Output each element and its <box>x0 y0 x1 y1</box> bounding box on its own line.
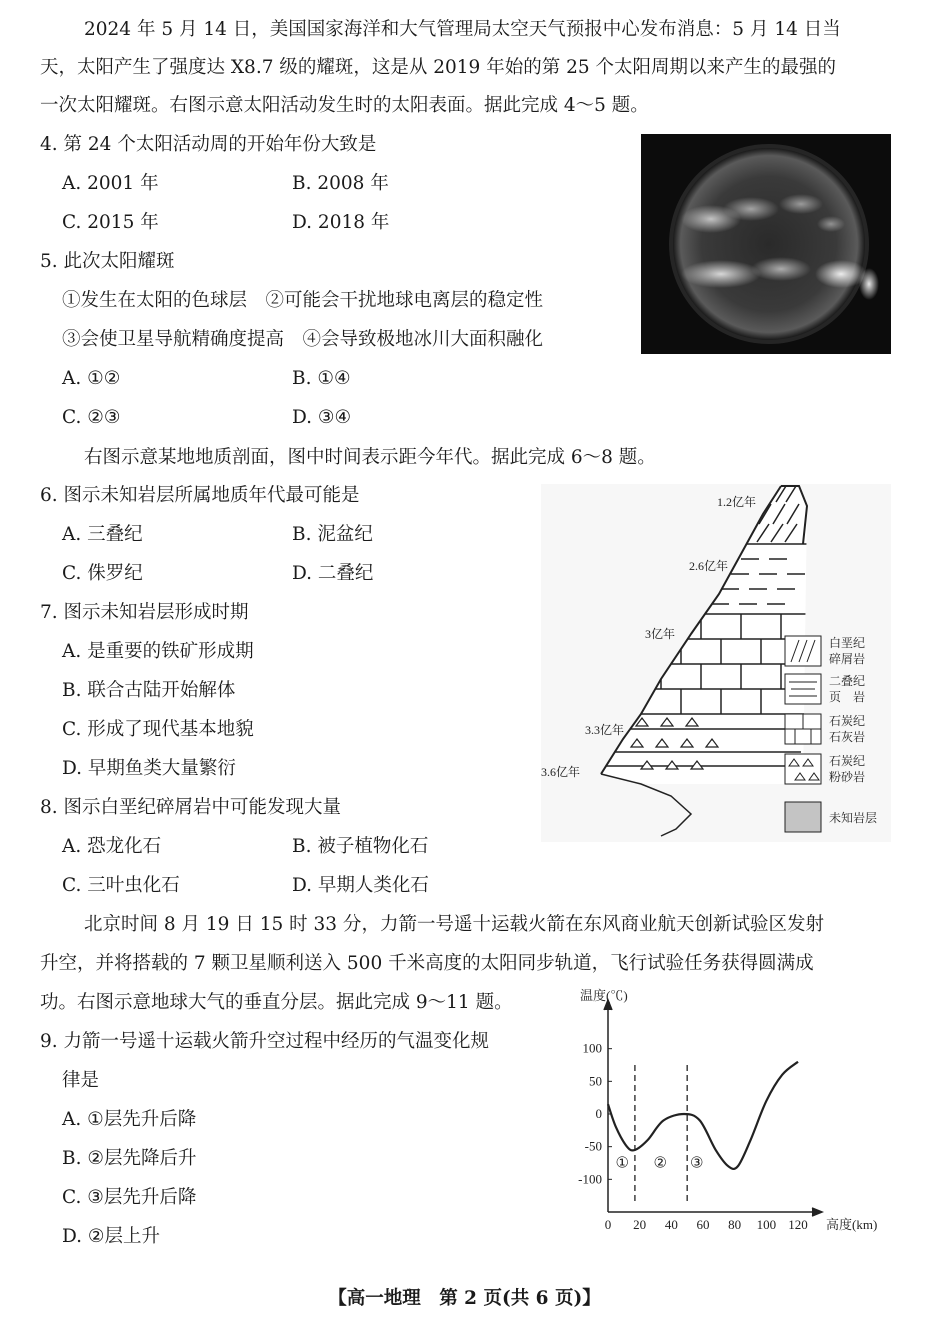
q6-option-c: C. 侏罗纪 <box>62 563 143 584</box>
legend-1-l1: 白垩纪 <box>829 636 866 650</box>
x-tick-label: 20 <box>633 1217 647 1232</box>
legend-3-l1: 石炭纪 <box>829 714 866 728</box>
q7-option-b: B. 联合古陆开始解体 <box>62 680 236 701</box>
q5-statements-1: ①发生在太阳的色球层 ②可能会干扰地球电离层的稳定性 <box>62 290 544 311</box>
q7-option-a: A. 是重要的铁矿形成期 <box>62 641 254 662</box>
q9-option-b: B. ②层先降后升 <box>62 1148 197 1169</box>
q7-option-c: C. 形成了现代基本地貌 <box>62 719 254 740</box>
age-label-5: 3.6亿年 <box>541 765 581 779</box>
chart-ylabel: 温度(℃) <box>580 988 628 1003</box>
intro3-line1: 北京时间 8 月 19 日 15 时 33 分，力箭一号遥十运载火箭在东风商业航天创新试验区发射 <box>84 914 824 935</box>
intro1-line3: 一次太阳耀斑。右图示意太阳活动发生时的太阳表面。据此完成 4～5 题。 <box>40 95 649 116</box>
legend-2-l1: 二叠纪 <box>829 674 866 688</box>
sun-surface-image <box>641 134 891 354</box>
legend-5-l1: 未知岩层 <box>829 811 878 825</box>
q4-option-c: C. 2015 年 <box>62 212 159 233</box>
q6-option-d: D. 二叠纪 <box>292 563 374 584</box>
intro1-line1: 2024 年 5 月 14 日，美国国家海洋和大气管理局太空天气预报中心发布消息：5 月 14 日当 <box>84 19 841 40</box>
legend-2-l2: 页 岩 <box>829 690 866 704</box>
y-tick-label: 0 <box>595 1106 602 1121</box>
legend-4-l1: 石炭纪 <box>829 754 866 768</box>
layer-label: ① <box>615 1153 629 1172</box>
q5-stem: 5. 此次太阳耀斑 <box>40 251 175 272</box>
x-axis-arrow <box>812 1208 822 1216</box>
q6-stem: 6. 图示未知岩层所属地质年代最可能是 <box>40 485 360 506</box>
layer-label: ③ <box>689 1153 704 1172</box>
intro2: 右图示意某地地质剖面，图中时间表示距今年代。据此完成 6～8 题。 <box>84 447 656 468</box>
q6-option-a: A. 三叠纪 <box>62 524 143 545</box>
y-tick-label: -100 <box>578 1171 602 1187</box>
q5-option-d: D. ③④ <box>292 407 352 428</box>
q9-stem-line2: 律是 <box>62 1070 100 1091</box>
legend-3-l2: 石灰岩 <box>829 730 866 744</box>
atmosphere-temperature-chart <box>570 986 900 1242</box>
q7-option-d: D. 早期鱼类大量繁衍 <box>62 758 236 779</box>
layer-label: ② <box>653 1153 667 1172</box>
x-tick-label: 40 <box>664 1217 678 1232</box>
q4-stem: 4. 第 24 个太阳活动周的开始年份大致是 <box>40 134 377 155</box>
intro1-line2: 天，太阳产生了强度达 X8.7 级的耀斑，这是从 2019 年始的第 25 个太阳周期以来产生的最强的 <box>40 57 836 78</box>
intro3-line2: 升空，并将搭载的 7 颗卫星顺利送入 500 千米高度的太阳同步轨道，飞行试验任务获得圆满成 <box>40 953 814 974</box>
q4-option-d: D. 2018 年 <box>292 212 390 233</box>
y-tick-label: 100 <box>582 1040 602 1056</box>
q4-option-a: A. 2001 年 <box>62 173 159 194</box>
chart-xlabel: 高度(km) <box>826 1217 878 1232</box>
y-tick-label: 50 <box>589 1073 602 1089</box>
x-tick-label: 80 <box>728 1217 742 1232</box>
age-label-4: 3.3亿年 <box>585 723 625 737</box>
q8-option-b: B. 被子植物化石 <box>292 836 429 857</box>
y-tick-label: -50 <box>584 1138 602 1154</box>
age-label-3: 3亿年 <box>645 627 676 641</box>
q9-stem-line1: 9. 力箭一号遥十运载火箭升空过程中经历的气温变化规 <box>40 1031 490 1052</box>
x-tick-label: 100 <box>756 1217 777 1232</box>
legend-1-l2: 碎屑岩 <box>829 652 866 666</box>
q8-option-c: C. 三叶虫化石 <box>62 875 180 896</box>
q9-option-d: D. ②层上升 <box>62 1226 161 1247</box>
intro3-line3: 功。右图示意地球大气的垂直分层。据此完成 9～11 题。 <box>40 992 513 1013</box>
x-tick-label: 60 <box>696 1217 710 1232</box>
x-tick-label: 120 <box>788 1217 808 1232</box>
legend-4-l2: 粉砂岩 <box>829 770 866 784</box>
q8-stem: 8. 图示白垩纪碎屑岩中可能发现大量 <box>40 797 342 818</box>
q5-statements-2: ③会使卫星导航精确度提高 ④会导致极地冰川大面积融化 <box>62 329 544 350</box>
q7-stem: 7. 图示未知岩层形成时期 <box>40 602 249 623</box>
q8-option-d: D. 早期人类化石 <box>292 875 429 896</box>
q4-option-b: B. 2008 年 <box>292 173 389 194</box>
page-footer: 【高一地理 第 2 页(共 6 页)】 <box>328 1288 601 1309</box>
age-label-2: 2.6亿年 <box>689 559 729 573</box>
geologic-section-diagram <box>541 484 891 842</box>
q5-option-c: C. ②③ <box>62 407 121 428</box>
q8-option-a: A. 恐龙化石 <box>62 836 162 857</box>
q9-option-c: C. ③层先升后降 <box>62 1187 197 1208</box>
q6-option-b: B. 泥盆纪 <box>292 524 373 545</box>
age-label-1: 1.2亿年 <box>717 495 757 509</box>
q9-option-a: A. ①层先升后降 <box>62 1109 197 1130</box>
x-tick-label: 0 <box>604 1217 612 1232</box>
q5-option-a: A. ①② <box>62 368 121 389</box>
q5-option-b: B. ①④ <box>292 368 351 389</box>
